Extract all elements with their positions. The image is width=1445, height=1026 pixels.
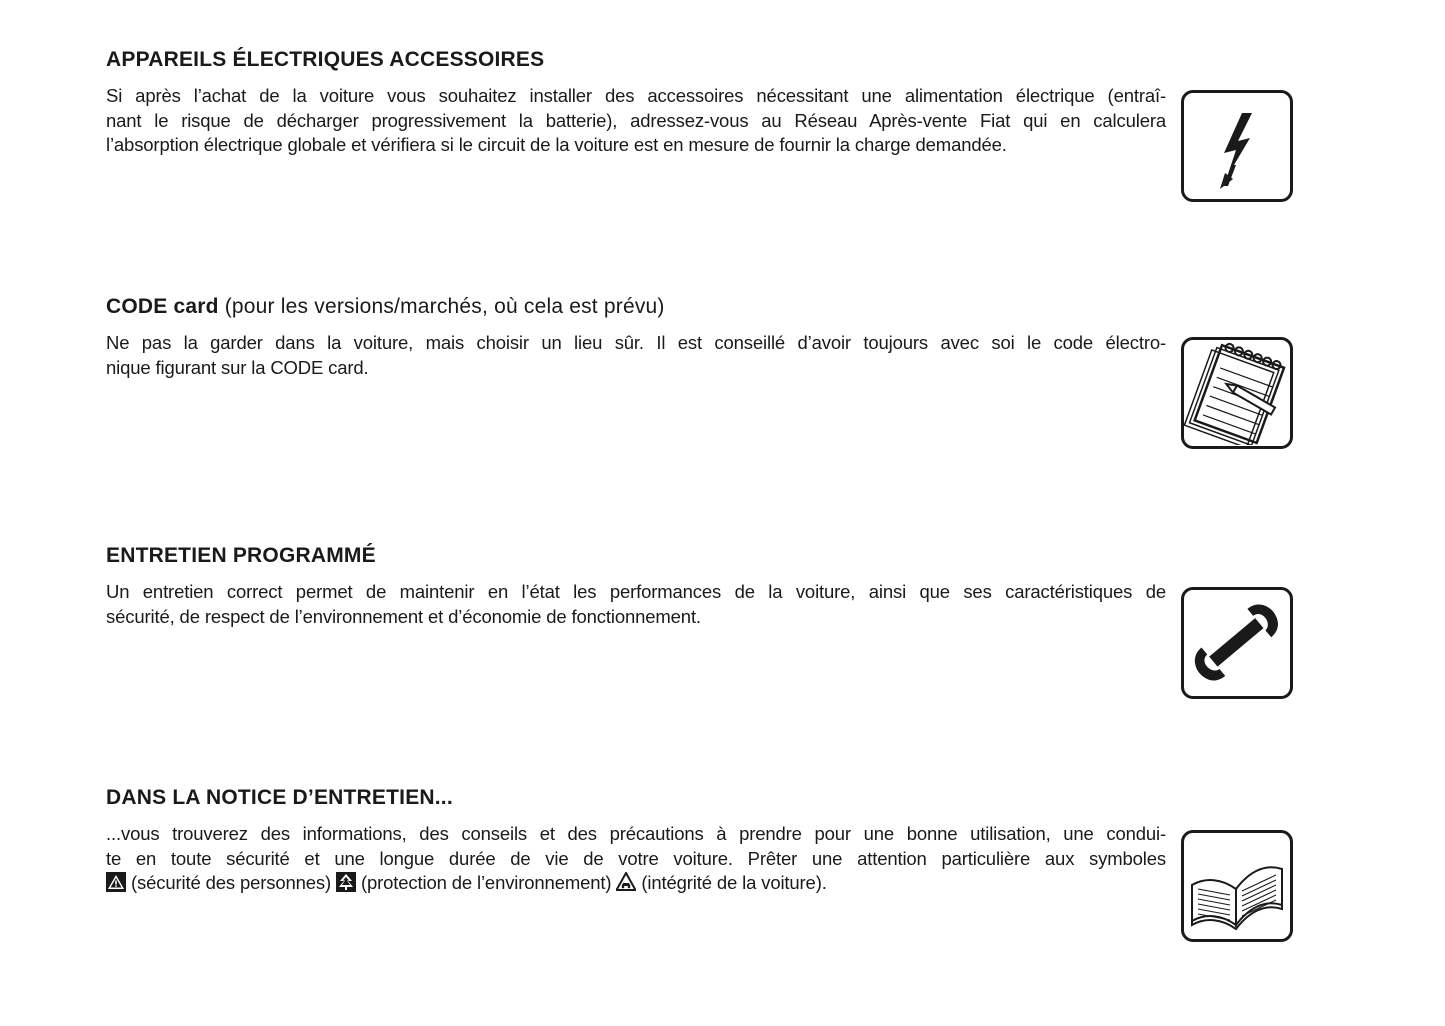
environment-label: (protection de l’environnement) xyxy=(361,872,612,893)
text-line: te en toute sécurité et une longue durée de vie de votre voiture. Prêter une attention particulière aux symboles xyxy=(106,847,1166,869)
section-scheduled-maintenance xyxy=(106,544,1166,629)
section-code-card xyxy=(106,295,1166,380)
section-title xyxy=(106,295,1166,319)
section-text xyxy=(106,331,1166,380)
vehicle-integrity-icon xyxy=(616,872,636,892)
vehicle-label: (intégrité de la voiture). xyxy=(641,872,827,893)
text-line: ...vous trouverez des informations, des conseils et des précautions à prendre pour une bonne utilisation, une condui- xyxy=(106,823,1166,844)
section-maintenance-notice xyxy=(106,786,1166,896)
text-line: nique figurant sur la CODE card. xyxy=(106,356,369,378)
section-title: APPAREILS ÉLECTRIQUES ACCESSOIRES xyxy=(106,48,545,71)
notepad-pencil-icon xyxy=(1181,337,1293,449)
section-title: ENTRETIEN PROGRAMMÉ xyxy=(106,544,376,567)
code-card-subtitle: (pour les versions/marchés, où cela est prévu) xyxy=(224,295,665,318)
lightning-bolt-icon xyxy=(1181,90,1293,202)
wrench-icon xyxy=(1181,587,1293,699)
personal-safety-warning-icon xyxy=(106,872,126,892)
environment-protection-icon xyxy=(336,872,356,892)
section-title: DANS LA NOTICE D’ENTRETIEN... xyxy=(106,786,453,809)
open-book-icon xyxy=(1181,830,1293,942)
text-line: l’absorption électrique globale et vérifiera si le circuit de la voiture est en mesure de fournir la charge demandée. xyxy=(106,134,1007,155)
text-line: sécurité, de respect de l’environnement et d’économie de fonctionnement. xyxy=(106,605,701,627)
personal-safety-label: (sécurité des personnes) xyxy=(131,872,331,893)
code-card-title: CODE card xyxy=(106,295,219,318)
section-text xyxy=(106,84,1166,158)
symbols-line xyxy=(106,871,1166,896)
text-line: nant le risque de décharger progressivement la batterie), adressez-vous au Réseau Après-vente Fiat qui en calculera xyxy=(106,109,1166,131)
text-line: Si après l’achat de la voiture vous souhaitez installer des accessoires nécessitant une alimentation électrique (entraî- xyxy=(106,85,1166,106)
text-line: Un entretien correct permet de maintenir en l’état les performances de la voiture, ainsi que ses caractéristiques de xyxy=(106,581,1166,602)
section-electrical-accessories xyxy=(106,48,1166,158)
text-line: Ne pas la garder dans la voiture, mais choisir un lieu sûr. Il est conseillé d’avoir toujours avec soi le code électro- xyxy=(106,332,1166,353)
section-text xyxy=(106,822,1166,896)
section-text xyxy=(106,580,1166,629)
